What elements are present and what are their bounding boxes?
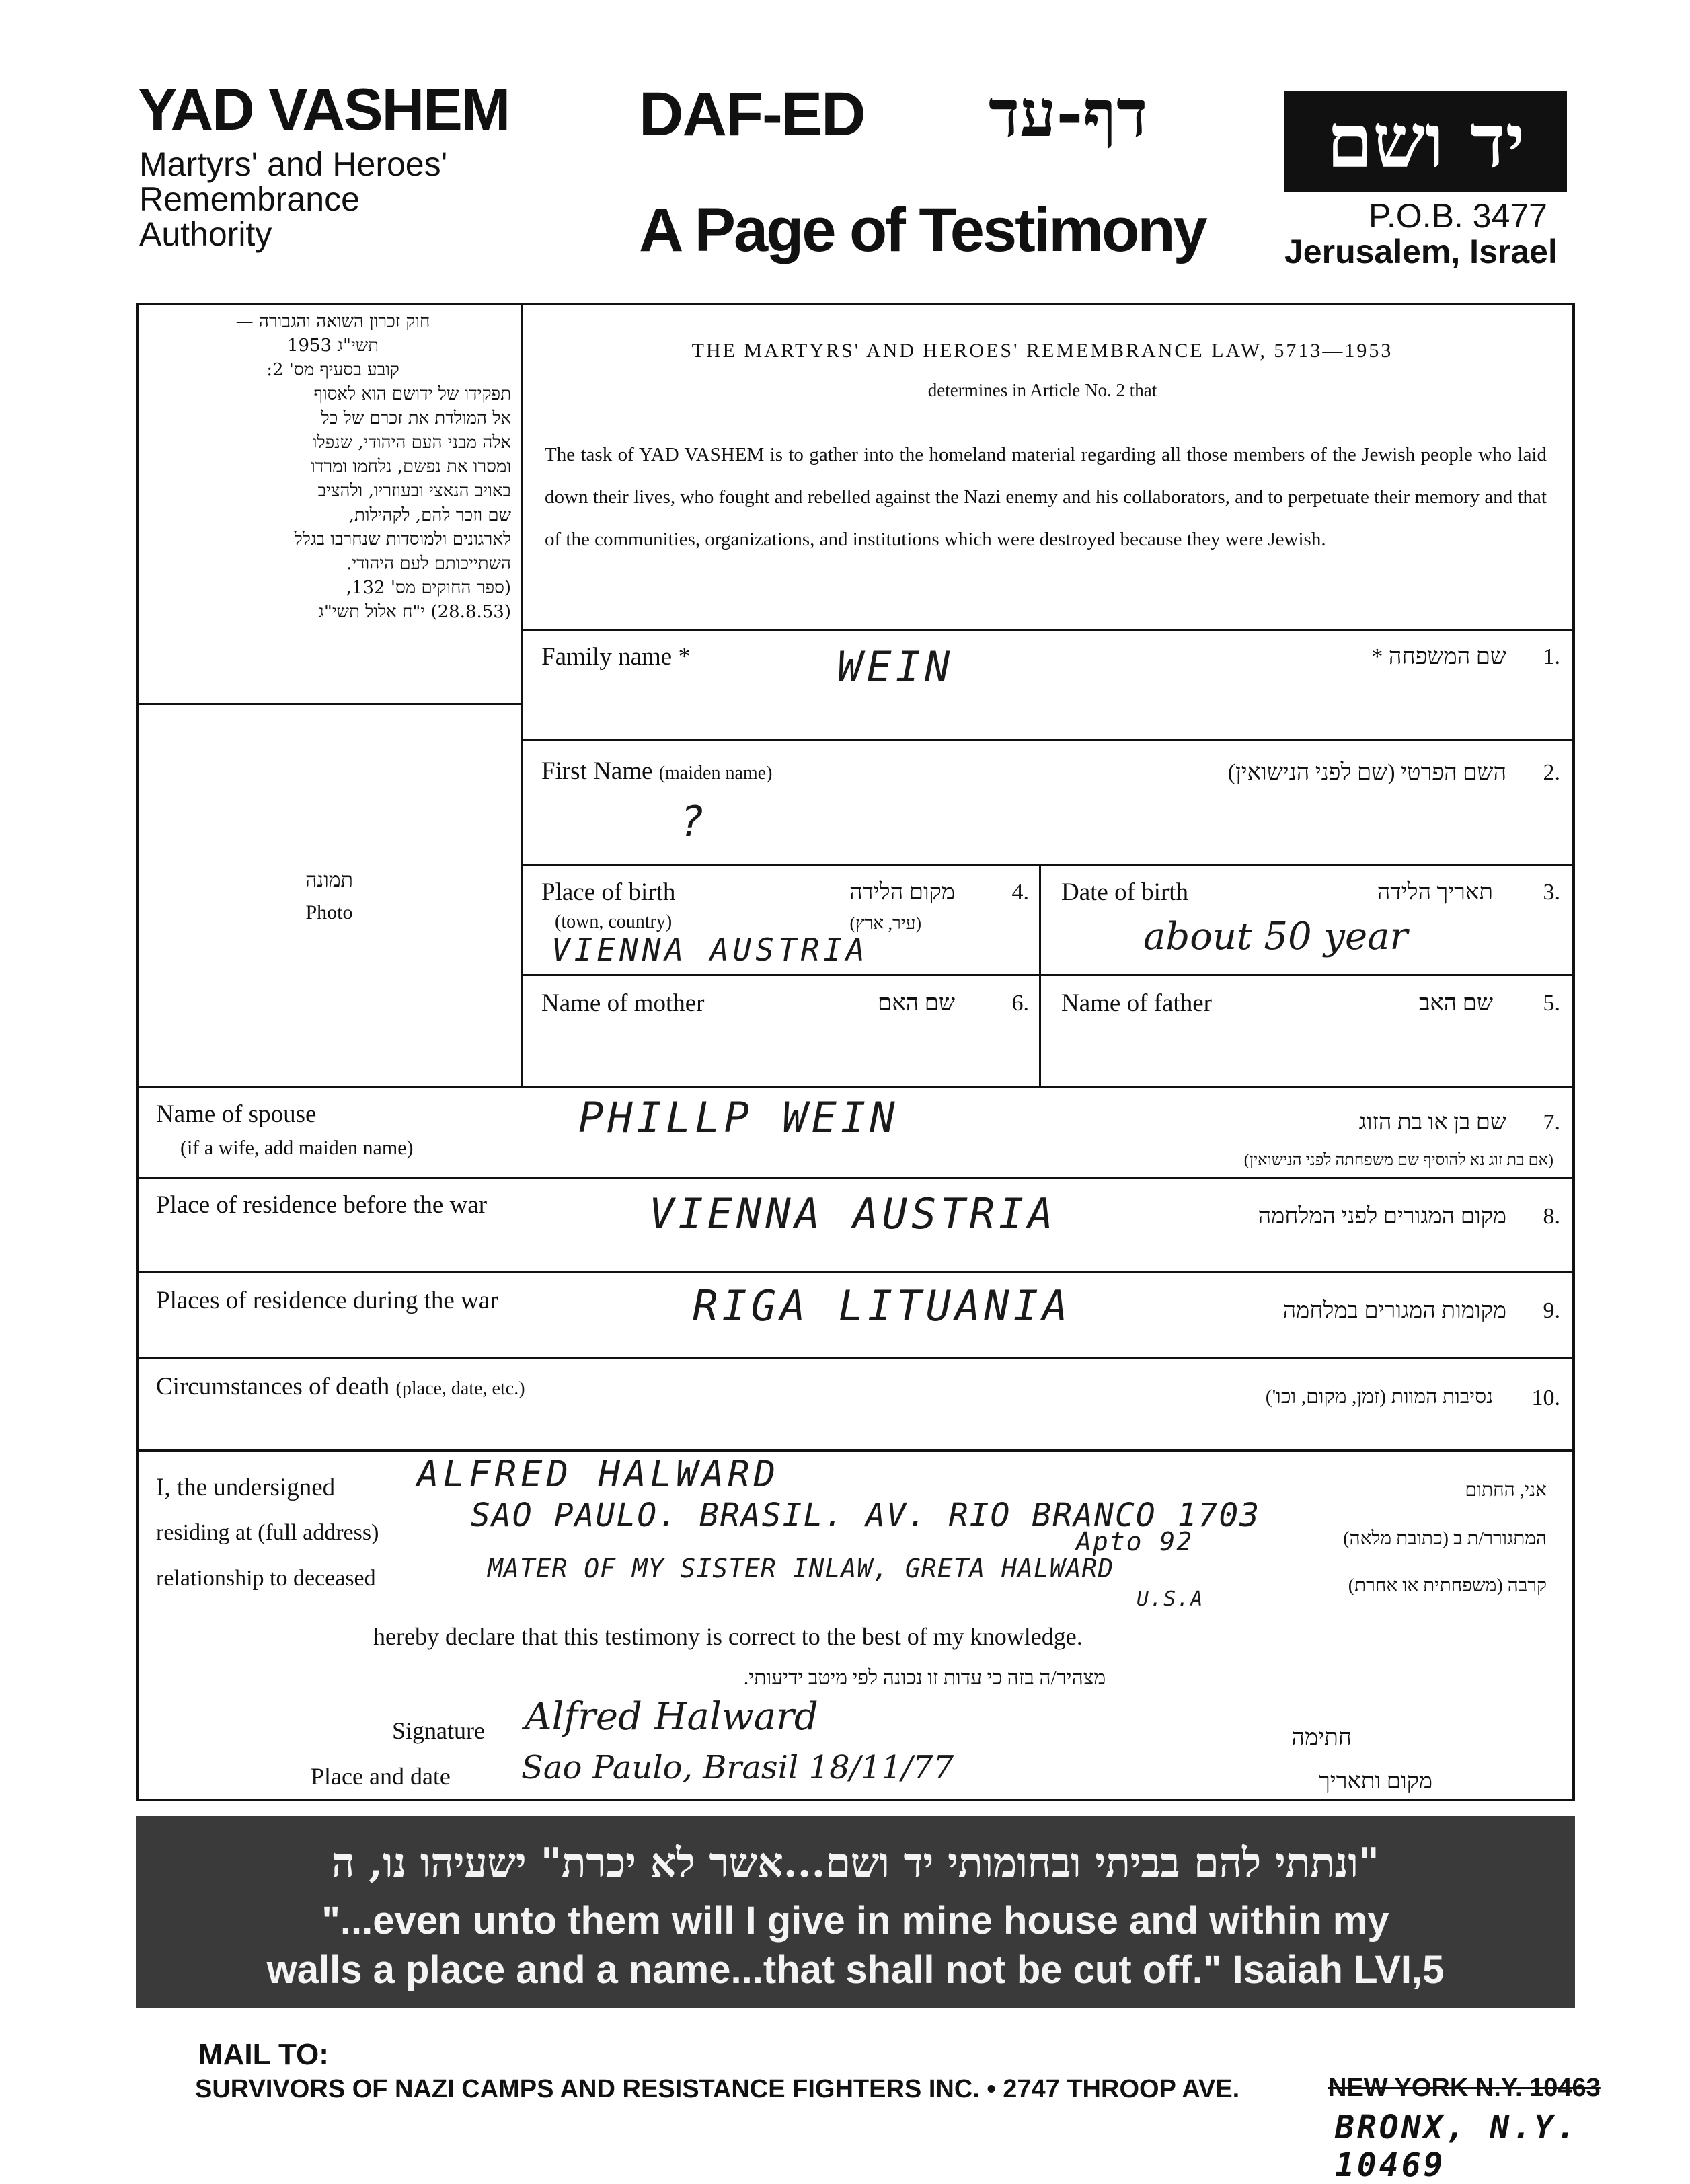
law-hebrew-line: לארגונים ולמוסדות שנחרבו בגלל [294,529,511,550]
law-hebrew [155,309,511,624]
circumstances-label-small: (place, date, etc.) [395,1378,525,1399]
relationship-hebrew: קרבה (משפחתית או אחרת) [1348,1575,1547,1596]
signature-hebrew: חתימה [1291,1725,1352,1750]
quote-banner [136,1816,1575,2008]
po-box: P.O.B. 3477 [1369,197,1547,235]
mother-name-label: Name of mother [541,989,705,1017]
residing-value[interactable]: SAO PAULO. BRASIL. AV. RIO BRANCO 1703 [471,1497,1261,1534]
law-title: THE MARTYRS' AND HEROES' REMEMBRANCE LAW, 5713—1953 [691,340,1393,362]
field-number: .4 [1011,880,1029,905]
spouse-label-small: (if a wife, add maiden name) [180,1137,414,1159]
residence-during-hebrew: מקומות המגורים במלחמה [1282,1298,1506,1323]
address: Jerusalem, Israel [1284,233,1558,270]
field-number: .3 [1543,880,1560,905]
mother-name-hebrew: שם האם [878,991,955,1016]
divider [521,303,523,1086]
mail-city-handwritten: BRONX, N.Y. 10469 [1335,2109,1578,2184]
circumstances-label-text: Circumstances of death [156,1373,390,1400]
field-number: .9 [1543,1298,1560,1323]
signature-label: Signature [392,1717,485,1744]
banner-hebrew-quote: "ונתתי להם בביתי ובחומותי יד ושם...אשר לא יכרת" ישעיהו נו, ה [331,1840,1380,1887]
org-sub-line: Authority [139,215,272,253]
divider [1039,864,1041,1086]
first-name-label [541,757,772,786]
mail-struck-city: NEW YORK N.Y. 10463 [1328,2074,1601,2102]
field-number: .7 [1543,1110,1560,1135]
org-subtitle [139,147,447,252]
law-hebrew-line: באויב הנאצי ובעוזריו, ולהציב [317,481,511,501]
place-of-birth-label: Place of birth [541,878,676,906]
father-name-hebrew: שם האב [1418,991,1493,1016]
divider [521,629,1575,631]
law-body: The task of YAD VASHEM is to gather into the homeland material regarding all those members of the Jewish people who laid down their lives, who fought and rebelled against the Nazi enemy and his collaborators, and to perpetuate their memory and that of the communities, organizations, and institutions which were destroyed because they were Jewish. [545,444,1547,550]
spouse-hebrew-small: (אם בת זוג נא להוסיף שם משפחתה לפני הנישואין) [1243,1152,1553,1169]
date-of-birth-hebrew: תאריך הלידה [1377,880,1493,905]
place-date-value[interactable]: Sao Paulo, Brasil 18/11/77 [521,1749,954,1786]
daf-ed-title: DAF-ED [639,80,865,149]
spouse-hebrew: שם בן או בת הזוג [1358,1110,1506,1135]
relationship-label: relationship to deceased [156,1566,376,1591]
residence-during-value[interactable]: RIGA LITUANIA [693,1281,1072,1330]
law-hebrew-line: ומסרו את נפשם, נלחמו ומרדו [311,457,511,477]
photo-placeholder [136,864,523,929]
undersigned-label: I, the undersigned [156,1474,336,1501]
circumstances-hebrew: נסיבות המוות (זמן, מקום, וכו') [1265,1386,1493,1408]
org-sub-line: Remembrance [139,180,360,218]
divider [136,703,523,705]
law-hebrew-line: אל המולדת את זכרם של כל [321,408,511,428]
mail-to-label: MAIL TO: [198,2038,329,2071]
father-name-label: Name of father [1061,989,1212,1017]
date-of-birth-value[interactable]: about 50 year [1143,915,1408,958]
undersigned-value[interactable]: ALFRED HALWARD [417,1453,780,1495]
place-of-birth-hebrew: מקום הלידה [849,880,955,905]
place-date-label: Place and date [311,1763,451,1790]
divider [136,1177,1575,1179]
relationship-value-country[interactable]: U.S.A [1137,1587,1204,1611]
law-hebrew-line: (ספר החוקים מס' 132, [346,578,511,598]
divider [136,1449,1575,1452]
spouse-label: Name of spouse [156,1100,317,1128]
first-name-label-text: First Name [541,757,653,785]
divider [136,1086,1575,1088]
residence-during-label: Places of residence during the war [156,1287,498,1314]
field-number: .5 [1543,991,1560,1016]
relationship-value[interactable]: MATER OF MY SISTER INLAW, GRETA HALWARD [488,1554,1114,1583]
declaration-text: hereby declare that this testimony is correct to the best of my knowledge. [373,1623,1083,1650]
circumstances-label [156,1372,525,1401]
divider [521,864,1575,866]
residing-hebrew: המתגורר/ת ב (כתובת מלאה) [1343,1528,1547,1549]
field-number: .1 [1543,644,1560,669]
law-hebrew-line: תשי"ג 1953 [286,336,379,356]
law-hebrew-line: אלה מבני העם היהודי, שנפלו [312,432,511,453]
divider [521,739,1575,741]
org-name: YAD VASHEM [138,76,510,143]
mail-address-line: SURVIVORS OF NAZI CAMPS AND RESISTANCE FIGHTERS INC. • 2747 THROOP AVE. [195,2075,1240,2103]
residence-before-hebrew: מקום המגורים לפני המלחמה [1258,1204,1506,1229]
place-date-hebrew: מקום ותאריך [1319,1769,1432,1794]
family-name-value[interactable]: WEIN [837,642,954,691]
photo-label: Photo [305,901,353,924]
residence-before-label: Place of residence before the war [156,1191,488,1219]
undersigned-hebrew: אני, החתום [1465,1480,1547,1501]
place-of-birth-hebrew-small: (עיר, ארץ) [849,913,921,933]
daf-ed-hebrew: דף-עד [989,75,1148,151]
first-name-label-small: (maiden name) [658,763,773,784]
banner-english-line-2: walls a place and a name...that shall not be cut off." Isaiah LVI,5 [266,1948,1445,1992]
date-of-birth-label: Date of birth [1061,878,1189,906]
residing-value-apt[interactable]: Apto 92 [1076,1527,1194,1556]
divider [136,1357,1575,1359]
place-of-birth-value[interactable]: VIENNA AUSTRIA [551,932,869,968]
spouse-value[interactable]: PHILLP WEIN [578,1093,899,1142]
family-name-label: Family name * [541,643,691,671]
law-hebrew-line: חוק זכרון השואה והגבורה — [235,311,430,332]
field-number: .2 [1543,760,1560,785]
field-number: .6 [1011,991,1029,1016]
field-number: .10 [1531,1386,1560,1410]
divider [136,1271,1575,1273]
law-hebrew-line: תפקידו של ידושם הוא לאסוף [313,384,511,404]
residence-before-value[interactable]: VIENNA AUSTRIA [649,1189,1057,1238]
residing-label: residing at (full address) [156,1520,379,1545]
first-name-hebrew: השם הפרטי (שם לפני הנישואין) [1227,760,1506,785]
field-number: .8 [1543,1204,1560,1229]
law-hebrew-line: שם וזכר להם, לקהילות, [348,505,511,525]
divider [521,974,1575,976]
photo-hebrew: תמונה [305,868,353,892]
place-of-birth-label-small: (town, country) [555,911,673,932]
page-title: A Page of Testimony [639,196,1206,264]
yad-vashem-logo: יד ושם [1284,91,1567,192]
family-name-hebrew: שם המשפחה * [1371,644,1506,669]
law-hebrew-line: השתייכותם לעם היהודי. [346,554,511,574]
banner-english-line-1: "...even unto them will I give in mine house and within my [321,1899,1389,1943]
declaration-hebrew: מצהיר/ה בזה כי עדות זו נכונה לפי מיטב ידיעותי. [743,1667,1106,1689]
signature-value[interactable]: Alfred Halward [525,1695,818,1739]
law-subtitle: determines in Article No. 2 that [927,380,1157,400]
law-hebrew-line: קובע בסעיף מס' 2: [266,360,399,380]
law-hebrew-line: (28.8.53) י"ח אלול תשי"ג [318,602,511,622]
first-name-value[interactable]: ? [679,797,709,846]
org-sub-line: Martyrs' and Heroes' [139,145,448,183]
